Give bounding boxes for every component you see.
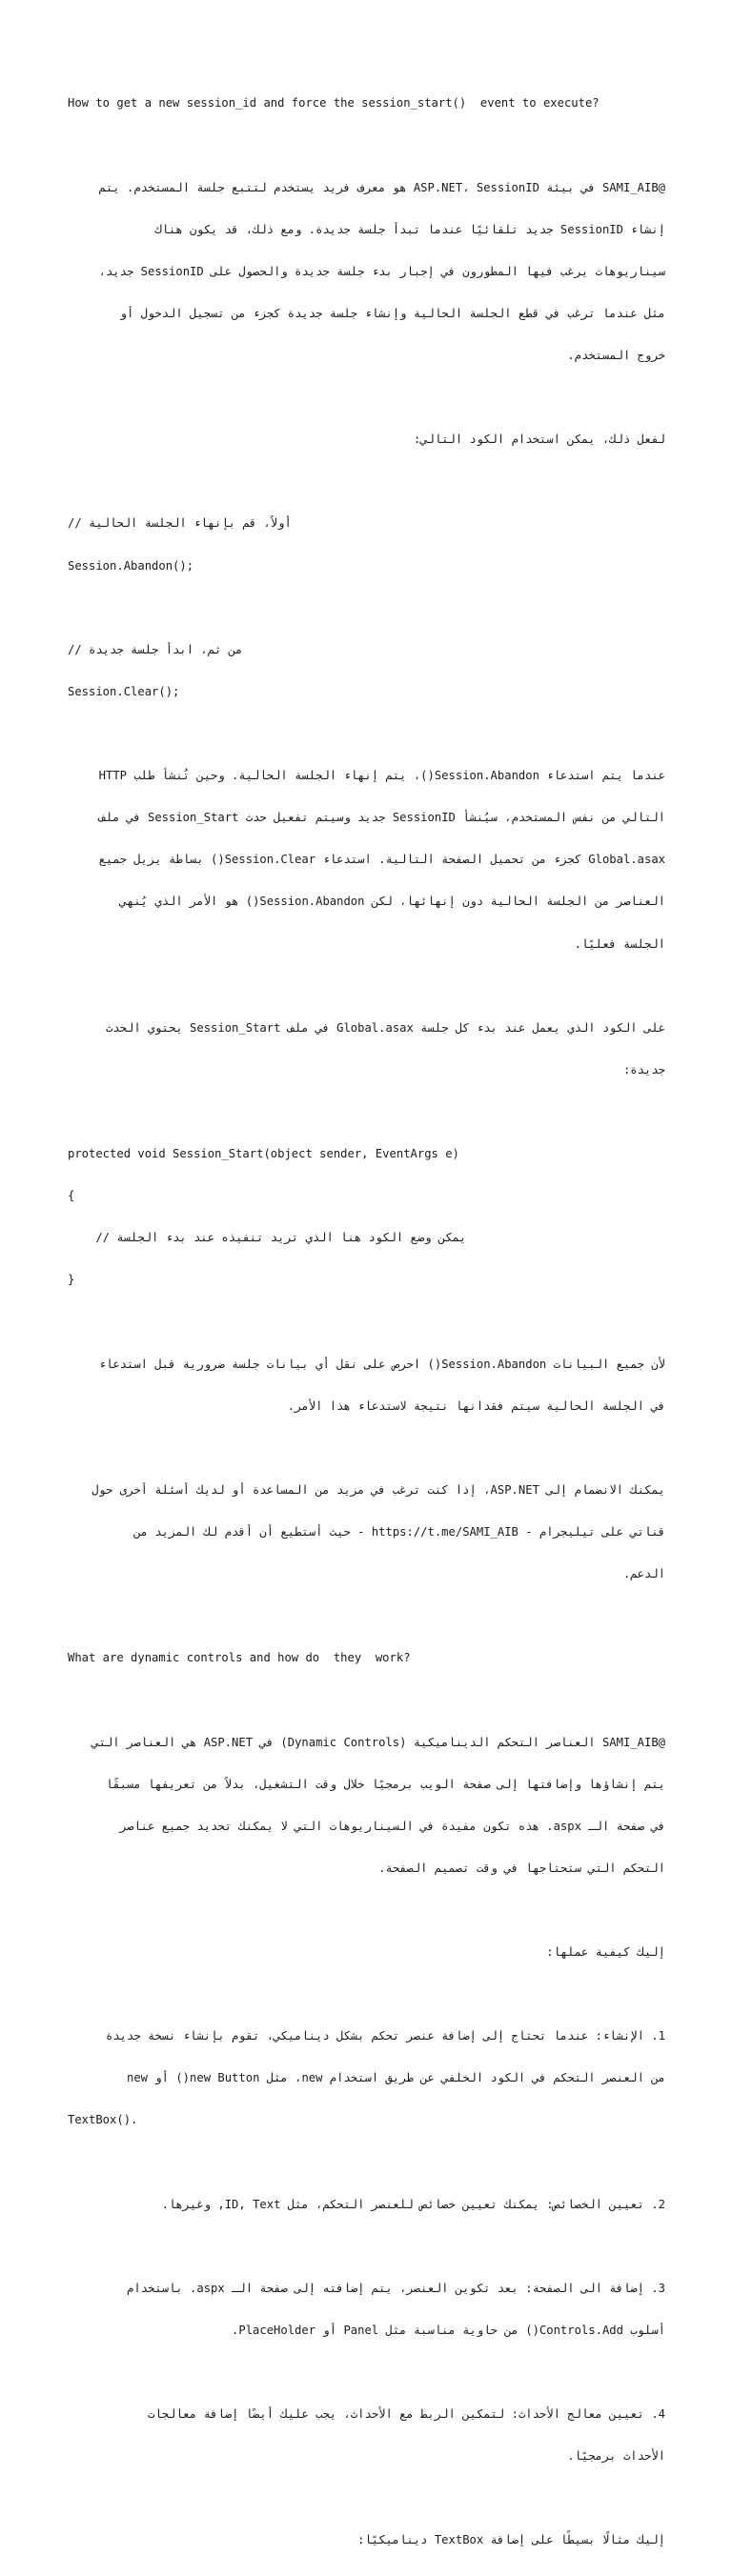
code-line: Session.Clear();: [68, 684, 180, 698]
text-line: إنشاء SessionID جديد تلقائيًا عندما تبدأ جلسة جديدة. ومع ذلك، قد يكون هناك: [154, 222, 665, 236]
join-channel-paragraph: [68, 1455, 665, 1609]
text-line: @SAMI_AIB العناصر التحكم الديناميكية (Dynamic Controls) في ASP.NET هي العناصر التي: [92, 1735, 665, 1749]
text-line: 3. إضافة الى الصفحة: بعد تكوين العنصر، يتم إضافته إلى صفحة الـ aspx. باستخدام: [126, 2281, 665, 2295]
text-line: Global.asax كجزء من تحميل الصفحة التالية. استدعاء Session.Clear() بساطة يزيل جميع: [98, 853, 665, 867]
text-line: لأن جميع البيانات Session.Abandon() احرص على نقل أي بيانات جلسة ضرورية قبل استدعاء: [98, 1357, 665, 1371]
text-line: الأحداث برمجيًا.: [567, 2449, 665, 2464]
step-2-properties: [68, 2169, 665, 2240]
text-line: أسلوب Controls.Add() من حاوية مناسبة مثل Panel أو PlaceHolder.: [232, 2323, 665, 2337]
dynamic-intro-paragraph: [68, 1707, 665, 1903]
text-line: 2. تعيين الخصائص: يمكنك تعيين خصائص للعنصر التحكم، مثل ID, Text, وغيرها.: [161, 2197, 665, 2211]
text-line: يمكنك الانضمام إلى ASP.NET، إذا كنت ترغب في مزيد من المساعدة أو لديك أسئلة أخرى حول: [92, 1482, 665, 1497]
code-line: {: [68, 1189, 75, 1203]
text-line: في الجلسة الحالية سيتم فقدانها نتيجة لاستدعاء هذا الأمر.: [287, 1399, 665, 1413]
question-heading-session: [68, 69, 665, 139]
text-line: على الكود الذي يعمل عند بدء كل جلسة Global.asax في ملف Session_Start يحتوي الحدث: [105, 1020, 665, 1035]
text-line: العناصر من الجلسة الحالية دون إنهائها، لكن Session.Abandon() هو الأمر الذي يُنهي: [119, 895, 665, 909]
how-it-works-label: [68, 1918, 665, 1988]
example-label: [68, 2506, 665, 2576]
explanation-paragraph: [68, 741, 665, 979]
text-line: يتم إنشاؤها وإضافتها إلى صفحة الويب برمجيًا خلال وقت التشغيل، بدلاً من تعريفها مسبقًا: [106, 1777, 665, 1791]
code-block-session-start: [68, 1119, 665, 1316]
text-line: لفعل ذلك، يمكن استخدام الكود التالي:: [413, 433, 665, 447]
use-code-label: [68, 405, 665, 475]
question-text: How to get a new session_id and force the session_start() event to execute?: [68, 96, 600, 111]
text-line: قناتي على تيليجرام - https://t.me/SAMI_AIB - حيث أستطيع أن أقدم لك المزيد من: [133, 1524, 665, 1539]
text-line: الجلسة فعليًا.: [574, 936, 665, 951]
text-line: في صفحة الـ aspx. هذه تكون مفيدة في السيناريوهات التي لا يمكنك تحديد جميع عناصر: [119, 1819, 665, 1833]
code-comment: // يمكن وضع الكود هنا الذي تريد تنفيذه عند بدء الجلسة: [68, 1231, 467, 1245]
text-line: إليك كيفية عملها:: [546, 1945, 665, 1960]
text-line: إليك مثالًا بسيطًا على إضافة TextBox ديناميكيًا:: [357, 2533, 665, 2547]
code-line: Session.Abandon();: [68, 558, 194, 573]
text-line: التالي من نفس المستخدم، سيُنشأ SessionID جديد وسيتم تفعيل حدث Session_Start في ملف: [98, 811, 665, 825]
text-line: سيناريوهات يرغب فيها المطورون في إجبار بدء جلسة جديدة والحصول على SessionID جديد،: [98, 264, 665, 278]
code-comment: // أولاً، قم بإنهاء الجلسة الحالية: [68, 516, 292, 531]
text-line: جديدة:: [622, 1062, 665, 1077]
text-line: عندما يتم استدعاء Session.Abandon()، يتم إنهاء الجلسة الحالية. وحين تُنشأ طلب HTTP: [98, 769, 665, 783]
text-line: مثل عندما ترغب في قطع الجلسة الحالية وإنشاء جلسة جديدة كجزء من تسجيل الدخول أو: [119, 306, 665, 320]
step-1-creation: [68, 2002, 665, 2156]
code-comment: // من ثم، ابدأ جلسة جديدة: [68, 642, 243, 656]
step-3-add-to-page: [68, 2253, 665, 2365]
text-line: خروج المستخدم.: [567, 349, 665, 363]
text-line: التحكم التي ستحتاجها في وقت تصميم الصفحة.: [378, 1861, 665, 1875]
text-line: الدعم.: [622, 1567, 665, 1581]
text-line: من العنصر التحكم في الكود الخلفي عن طريق استخدام new، مثل new Button() أو new: [126, 2071, 665, 2085]
code-block-clear: [68, 614, 665, 727]
intro-paragraph: [68, 152, 665, 391]
question-heading-dynamic-controls: [68, 1623, 665, 1694]
code-line: }: [68, 1273, 75, 1287]
text-line: TextBox().: [68, 2113, 138, 2127]
text-line: 4. تعيين معالج الأحداث: لتمكين الربط مع الأحداث، يجب عليك أيضًا إضافة معالجات: [148, 2407, 665, 2422]
step-4-event-handlers: [68, 2380, 665, 2492]
text-line: @SAMI_AIB في بيئة ASP.NET، SessionID هو معرف فريد يستخدم لتتبع جلسة المستخدم. يتم: [98, 180, 665, 194]
question-text: What are dynamic controls and how do they work?: [68, 1651, 411, 1665]
warning-paragraph: [68, 1329, 665, 1441]
code-line: protected void Session_Start(object sender, EventArgs e): [68, 1147, 459, 1161]
global-asax-paragraph: [68, 993, 665, 1105]
code-block-abandon: [68, 489, 665, 601]
text-line: 1. الإنشاء: عندما تحتاج إلى إضافة عنصر تحكم بشكل ديناميكي، تقوم بإنشاء نسخة جديدة: [105, 2029, 665, 2043]
